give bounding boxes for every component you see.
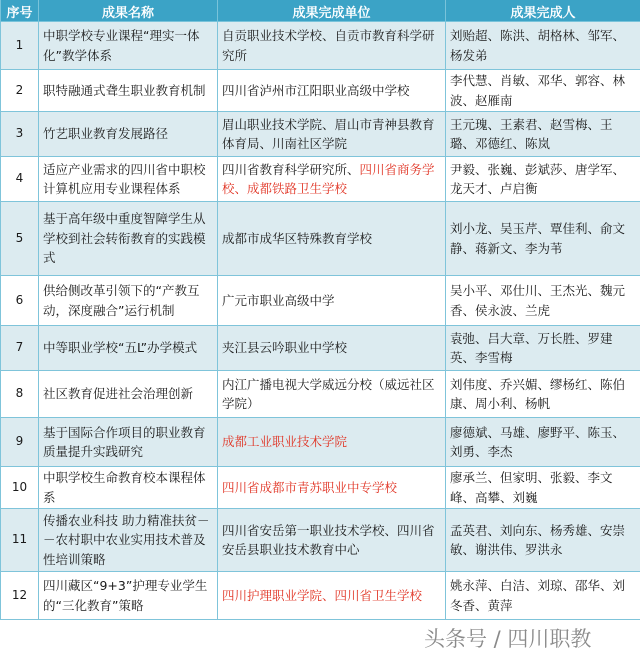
unit-text: 四川省安岳第一职业技术学校、四川省安岳县职业技术教育中心 bbox=[222, 522, 435, 557]
row-number: 6 bbox=[1, 276, 39, 326]
table-row bbox=[1, 418, 640, 467]
completion-people: 廖德斌、马雄、廖野平、陈玉、刘勇、李杰 bbox=[446, 418, 640, 467]
completion-unit bbox=[218, 202, 446, 276]
table-row bbox=[1, 572, 640, 620]
row-number: 1 bbox=[1, 22, 39, 70]
completion-people: 刘贻超、陈洪、胡格林、邹军、杨发弟 bbox=[446, 22, 640, 70]
completion-unit bbox=[218, 70, 446, 112]
unit-text: 眉山职业技术学院、眉山市青神县教育体育局、川南社区学院 bbox=[222, 116, 435, 151]
table-row bbox=[1, 22, 640, 70]
unit-text: 四川省教育科学研究所、 bbox=[222, 161, 360, 177]
completion-unit bbox=[218, 276, 446, 326]
completion-people: 李代慧、肖敏、邓华、郭容、林波、赵雁南 bbox=[446, 70, 640, 112]
table-row bbox=[1, 202, 640, 276]
row-number: 9 bbox=[1, 418, 39, 467]
completion-people: 刘小龙、吴玉芹、覃佳利、俞文静、蒋新文、李为苇 bbox=[446, 202, 640, 276]
completion-unit bbox=[218, 371, 446, 418]
completion-people: 廖承兰、但家明、张毅、李文峰、高攀、刘巍 bbox=[446, 467, 640, 509]
header-unit: 成果完成单位 bbox=[218, 0, 446, 22]
completion-unit bbox=[218, 326, 446, 371]
table-row bbox=[1, 157, 640, 202]
unit-text-highlighted: 四川省商务学校、成都铁路卫生学校 bbox=[222, 161, 435, 196]
completion-unit bbox=[218, 22, 446, 70]
achievement-name: 中职学校专业课程“理实一体化”教学体系 bbox=[39, 22, 218, 70]
completion-unit bbox=[218, 418, 446, 467]
watermark: 头条号 / 四川职教 bbox=[424, 627, 592, 651]
unit-text: 四川省泸州市江阳职业高级中学校 bbox=[222, 82, 410, 98]
table-row bbox=[1, 467, 640, 509]
completion-unit bbox=[218, 157, 446, 202]
completion-unit bbox=[218, 467, 446, 509]
completion-people: 姚永萍、白洁、刘琼、邵华、刘冬香、黄萍 bbox=[446, 572, 640, 620]
row-number: 8 bbox=[1, 371, 39, 418]
completion-people: 袁弛、吕大章、万长胜、罗建英、李雪梅 bbox=[446, 326, 640, 371]
unit-text: 成都市成华区特殊教育学校 bbox=[222, 230, 373, 246]
table-row bbox=[1, 70, 640, 112]
completion-unit bbox=[218, 509, 446, 572]
unit-text-highlighted: 成都工业职业技术学院 bbox=[222, 434, 348, 450]
unit-text: 夹江县云吟职业中学校 bbox=[222, 340, 348, 356]
row-number: 5 bbox=[1, 202, 39, 276]
achievement-name: 中等职业学校“五L”办学模式 bbox=[39, 326, 218, 371]
achievement-name: 社区教育促进社会治理创新 bbox=[39, 371, 218, 418]
unit-text-highlighted: 四川护理职业学院、四川省卫生学校 bbox=[222, 587, 423, 603]
row-number: 3 bbox=[1, 112, 39, 157]
achievement-name: 竹艺职业教育发展路径 bbox=[39, 112, 218, 157]
row-number: 4 bbox=[1, 157, 39, 202]
header-name: 成果名称 bbox=[39, 0, 218, 22]
row-number: 12 bbox=[1, 572, 39, 620]
achievement-name: 中职学校生命教育校本课程体系 bbox=[39, 467, 218, 509]
completion-people: 刘伟度、乔兴媚、缪杨红、陈伯康、周小利、杨帆 bbox=[446, 371, 640, 418]
unit-text-highlighted: 四川省成都市青苏职业中专学校 bbox=[222, 479, 398, 495]
row-number: 11 bbox=[1, 509, 39, 572]
table-row bbox=[1, 326, 640, 371]
completion-people: 尹毅、张巍、彭斌莎、唐学军、龙天才、卢启衡 bbox=[446, 157, 640, 202]
table-row bbox=[1, 112, 640, 157]
completion-unit bbox=[218, 112, 446, 157]
completion-unit bbox=[218, 572, 446, 620]
header-people: 成果完成人 bbox=[446, 0, 640, 22]
row-number: 10 bbox=[1, 467, 39, 509]
unit-text: 内江广播电视大学威远分校（威远社区学院） bbox=[222, 376, 435, 411]
achievement-name: 传播农业科技 助力精准扶贫－－农村职中农业实用技术普及性培训策略 bbox=[39, 509, 218, 572]
table-row bbox=[1, 509, 640, 572]
achievement-name: 四川藏区“9+3”护理专业学生的“三化教育”策略 bbox=[39, 572, 218, 620]
unit-text: 自贡职业技术学校、自贡市教育科学研究所 bbox=[222, 28, 435, 63]
table-row bbox=[1, 371, 640, 418]
achievement-name: 职特融通式聋生职业教育机制 bbox=[39, 70, 218, 112]
header-no: 序号 bbox=[1, 0, 39, 22]
row-number: 7 bbox=[1, 326, 39, 371]
achievement-name: 适应产业需求的四川省中职校计算机应用专业课程体系 bbox=[39, 157, 218, 202]
completion-people: 吴小平、邓仕川、王杰光、魏元香、侯永波、兰虎 bbox=[446, 276, 640, 326]
achievement-name: 基于国际合作项目的职业教育质量提升实践研究 bbox=[39, 418, 218, 467]
completion-people: 孟英君、刘向东、杨秀雄、安崇敏、谢洪伟、罗洪永 bbox=[446, 509, 640, 572]
unit-text: 广元市职业高级中学 bbox=[222, 292, 335, 308]
row-number: 2 bbox=[1, 70, 39, 112]
table-row bbox=[1, 276, 640, 326]
achievement-name: 基于高年级中重度智障学生从学校到社会转衔教育的实践模式 bbox=[39, 202, 218, 276]
achievement-name: 供给侧改革引领下的“产教互动，深度融合”运行机制 bbox=[39, 276, 218, 326]
completion-people: 王元瑰、王素君、赵雪梅、王璐、邓德红、陈岚 bbox=[446, 112, 640, 157]
header-row bbox=[1, 0, 640, 22]
